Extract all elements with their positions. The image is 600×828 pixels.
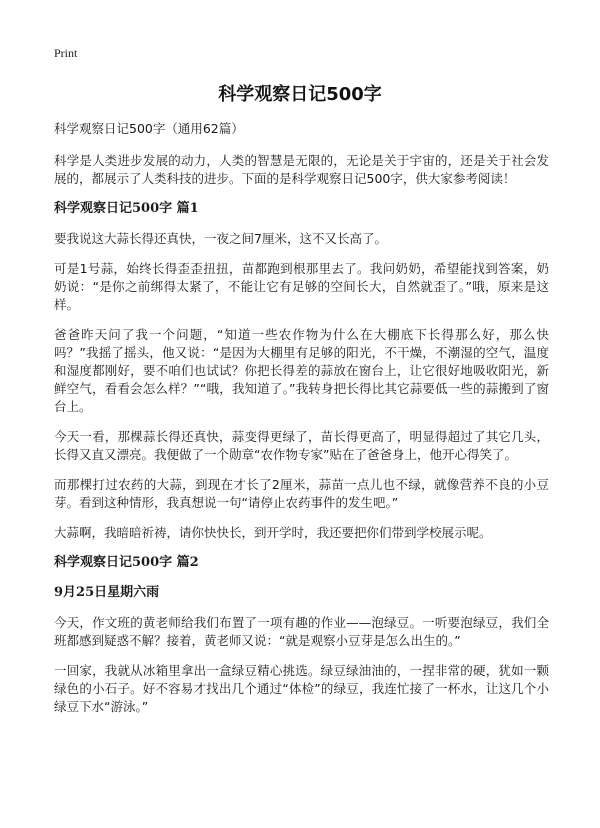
paragraph: 而那棵打过农药的大蒜，到现在才长了2厘米，蒜苗一点儿也不绿，就像营养不良的小豆芽。看到这种情形，我真想说一句“请停止农药事件的发生吧。”	[54, 477, 549, 510]
section-heading: 科学观察日记500字 篇2	[54, 555, 199, 570]
intro-paragraph: 科学是人类进步发展的动力，人类的智慧是无限的，无论是关于宇宙的，还是关于社会发展的，都展示了人类科技的进步。下面的是科学观察日记500字，供大家参考阅读！	[54, 153, 549, 186]
paragraph: 今天一看，那棵蒜长得还真快，蒜变得更绿了，苗长得更高了，明显得超过了其它几头，长得又直又漂亮。我便做了一个勋章“农作物专家”贴在了爸爸身上，他开心得笑了。	[54, 429, 549, 462]
article-subtitle: 科学观察日记500字（通用62篇）	[54, 121, 244, 136]
diary-date: 9月25日星期六雨	[54, 585, 160, 600]
paragraph: 大蒜啊，我暗暗祈祷，请你快快长，到开学时，我还要把你们带到学校展示呢。	[54, 525, 492, 540]
paragraph: 要我说这大蒜长得还真快，一夜之间7厘米，这不又长高了。	[54, 231, 387, 246]
paragraph: 可是1号蒜，始终长得歪歪扭扭，苗都跑到根那里去了。我问奶奶，希望能找到答案，奶奶说：“是你之前绑得太紧了，不能让它有足够的空间长大，自然就歪了。”哦，原来是这样。	[54, 261, 549, 312]
paragraph: 爸爸昨天问了我一个问题，“知道一些农作物为什么在大棚底下长得那么好，那么快吗？”我摇了摇头，他又说：“是因为大棚里有足够的阳光，不干燥，不潮湿的空气，温度和湿度都刚好，要不咱们也试试？你把长得差的蒜放在窗台上，让它很好地吸收阳光，新鲜空气，看看会怎么样？”“哦，我知道了。”我转身把长得比其它蒜要低一些的蒜搬到了窗台上。	[54, 327, 549, 414]
article-body	[54, 120, 549, 728]
print-link[interactable]: Print	[54, 46, 78, 60]
paragraph: 一回家，我就从冰箱里拿出一盒绿豆精心挑选。绿豆绿油油的，一捏非常的硬，犹如一颗绿色的小石子。好不容易才找出几个通过“体检”的绿豆，我连忙接了一杯水，让这几个小绿豆下水“游泳。”	[54, 663, 549, 714]
section-heading: 科学观察日记500字 篇1	[54, 201, 199, 216]
page-title: 科学观察日记500字	[218, 84, 382, 105]
paragraph: 今天，作文班的黄老师给我们布置了一项有趣的作业——泡绿豆。一听要泡绿豆，我们全班都感到疑惑不解？接着，黄老师又说：“就是观察小豆芽是怎么出生的。”	[54, 615, 549, 648]
